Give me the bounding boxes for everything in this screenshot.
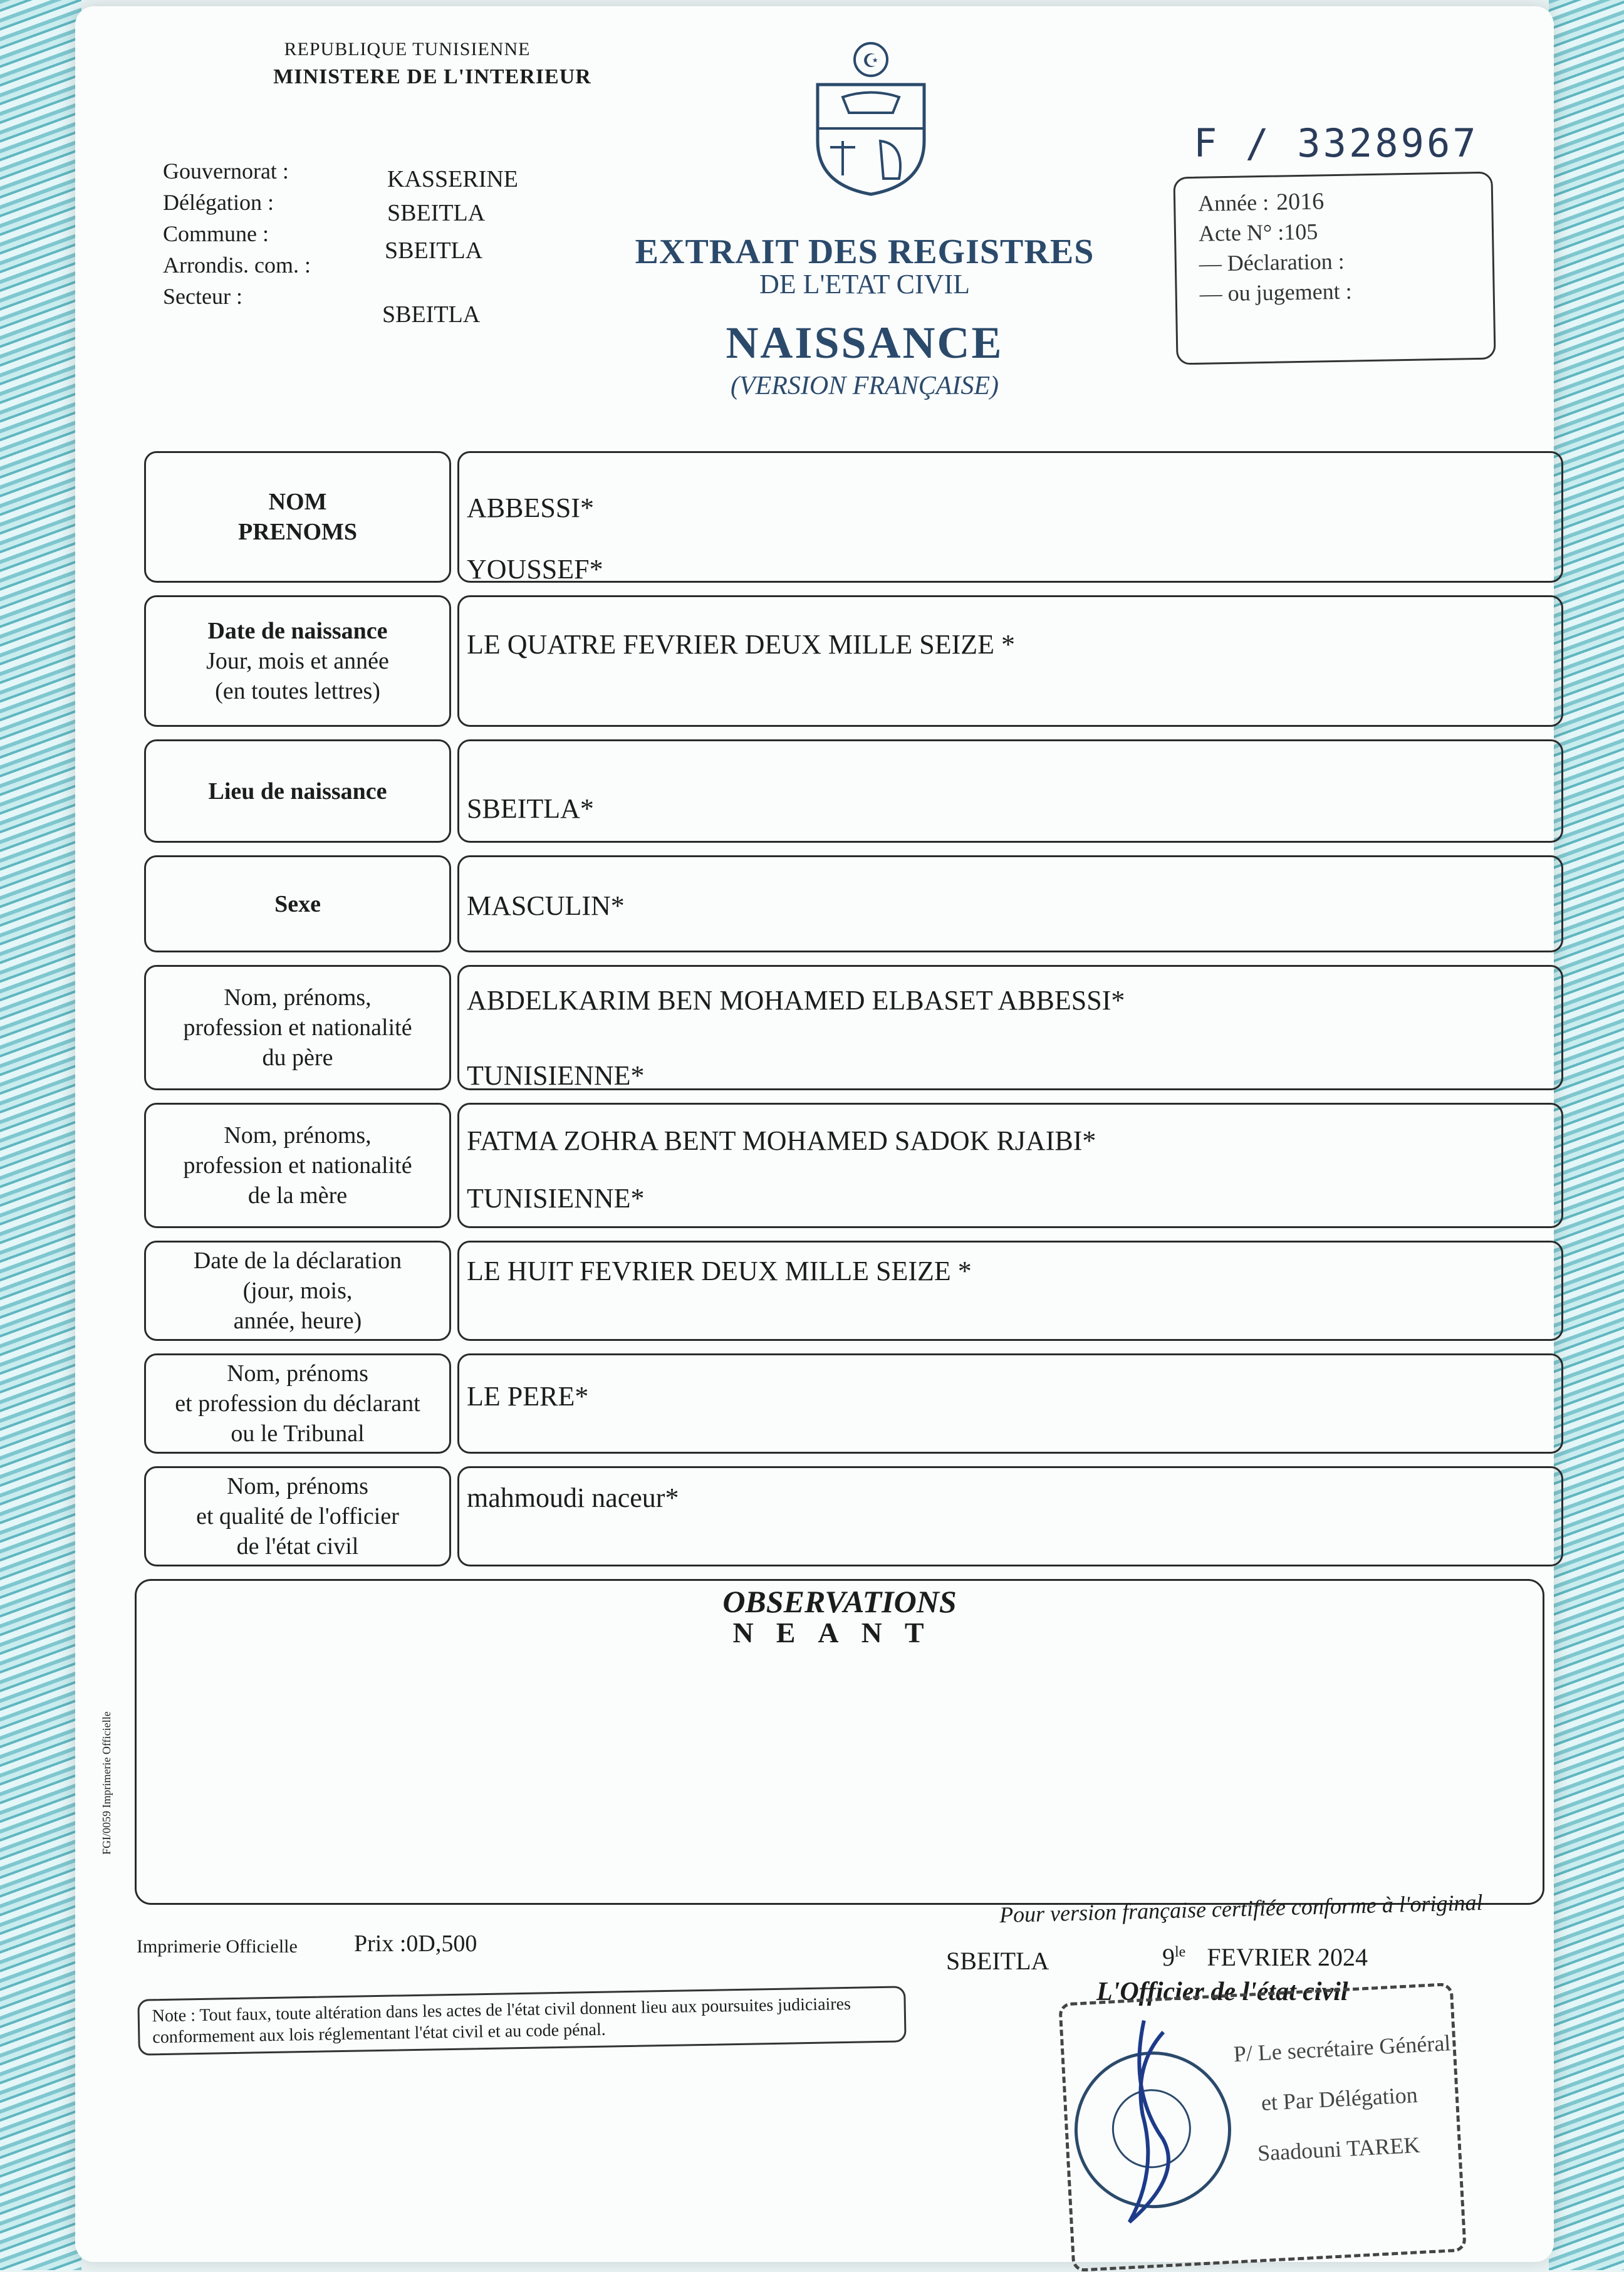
date-naissance-label-line3: (en toutes lettres) xyxy=(215,678,380,704)
prenom-value: YOUSSEF* xyxy=(467,554,603,585)
declarant-label-line3: ou le Tribunal xyxy=(231,1420,365,1447)
row-sexe xyxy=(144,855,1563,952)
pere-nationality-value: TUNISIENNE* xyxy=(467,1060,645,1091)
republic-label: REPUBLIQUE TUNISIENNE xyxy=(284,39,531,60)
date-naissance-label-line2: Jour, mois et année xyxy=(206,648,389,674)
delegation-value: SBEITLA xyxy=(387,200,486,226)
date-naissance-value: LE QUATRE FEVRIER DEUX MILLE SEIZE * xyxy=(467,629,1016,660)
stamp-line1: P/ Le secrétaire Général xyxy=(1232,2030,1452,2067)
document-subtitle: DE L'ETAT CIVIL xyxy=(759,269,970,300)
mere-value-box xyxy=(457,1103,1563,1228)
arrondissement-value: SBEITLA xyxy=(385,237,483,264)
stamp-line2: et Par Délégation xyxy=(1260,2082,1418,2116)
month-year-value: FEVRIER 2024 xyxy=(1207,1943,1368,1971)
mere-nationality-value: TUNISIENNE* xyxy=(467,1183,645,1214)
prenoms-label: PRENOMS xyxy=(238,519,357,545)
date-declaration-label-line1: Date de la déclaration xyxy=(193,1248,402,1274)
nom-prenoms-value-box xyxy=(457,451,1563,583)
admin-labels xyxy=(163,155,311,312)
officier-value: mahmoudi naceur* xyxy=(467,1483,679,1513)
declarant-value: LE PERE* xyxy=(467,1381,589,1412)
row-nom-prenoms xyxy=(144,451,1563,583)
date-naissance-label xyxy=(144,595,451,727)
date-label xyxy=(1162,1942,1368,1972)
mere-label-line3: de la mère xyxy=(247,1182,348,1209)
row-pere xyxy=(144,965,1563,1090)
officier-label-line3: de l'état civil xyxy=(236,1533,359,1560)
date-declaration-value: LE HUIT FEVRIER DEUX MILLE SEIZE * xyxy=(467,1256,972,1286)
nom-value: ABBESSI* xyxy=(467,492,594,523)
place-label: SBEITLA xyxy=(946,1947,1049,1975)
version-label: (VERSION FRANÇAISE) xyxy=(730,372,999,400)
date-naissance-value-box xyxy=(457,595,1563,727)
officier-label-line2: et qualité de l'officier xyxy=(196,1503,399,1529)
officer-title: L'Officier de l'état civil xyxy=(1096,1978,1348,2006)
printer-code: FGI/0059 Imprimerie Officielle xyxy=(100,1711,113,1855)
date-declaration-label xyxy=(144,1241,451,1341)
row-date-declaration xyxy=(144,1241,1563,1341)
declarant-label-line2: et profession du déclarant xyxy=(175,1390,420,1417)
pere-label-line2: profession et nationalité xyxy=(183,1014,412,1041)
acte-box xyxy=(1173,172,1496,365)
pere-value-box xyxy=(457,965,1563,1090)
security-border-left xyxy=(0,0,81,2270)
svg-text:☪: ☪ xyxy=(862,51,880,71)
mere-name-value: FATMA ZOHRA BENT MOHAMED SADOK RJAIBI* xyxy=(467,1125,1096,1156)
observations-box xyxy=(135,1579,1544,1905)
sexe-value: MASCULIN* xyxy=(467,890,625,921)
nom-prenoms-label xyxy=(144,451,451,583)
mere-label xyxy=(144,1103,451,1228)
gouvernorat-label: Gouvernorat : xyxy=(163,159,289,184)
declarant-value-box xyxy=(457,1353,1563,1454)
annee-value: 2016 xyxy=(1276,188,1325,216)
row-officier xyxy=(144,1466,1563,1566)
declaration-label: — Déclaration : xyxy=(1199,248,1345,276)
acte-label: Acte N° : xyxy=(1198,219,1284,246)
row-declarant xyxy=(144,1353,1563,1454)
gouvernorat-value: KASSERINE xyxy=(387,166,519,192)
note-label: Note : xyxy=(152,2006,196,2026)
sexe-value-box xyxy=(457,855,1563,952)
officier-label xyxy=(144,1466,451,1566)
date-declaration-label-line3: année, heure) xyxy=(233,1308,362,1334)
officier-label-line1: Nom, prénoms xyxy=(227,1473,368,1499)
secteur-value: SBEITLA xyxy=(382,301,481,328)
date-naissance-label-title: Date de naissance xyxy=(207,618,388,644)
row-lieu-naissance xyxy=(144,739,1563,843)
secteur-label: Secteur : xyxy=(163,284,242,309)
note-text: Tout faux, toute altération dans les actes de l'état civil donnent lieu aux poursuites judiciaires conformement aux lois réglementant l'état civil et au code pénal. xyxy=(152,1994,851,2048)
signature-icon xyxy=(1100,2012,1199,2242)
lieu-naissance-label-text: Lieu de naissance xyxy=(208,778,387,805)
day-value: 9 xyxy=(1162,1943,1175,1971)
delegation-label: Délégation : xyxy=(163,190,274,215)
pere-label-line1: Nom, prénoms, xyxy=(224,984,372,1011)
sexe-label xyxy=(144,855,451,952)
officier-value-box xyxy=(457,1466,1563,1566)
nom-label: NOM xyxy=(268,489,327,515)
observations-text: NEANT xyxy=(732,1617,947,1649)
serial-number: F / 3328967 xyxy=(1194,120,1479,166)
date-declaration-label-line2: (jour, mois, xyxy=(242,1278,353,1304)
certification-text: Pour version française certifiée conforme à l'original xyxy=(999,1889,1483,1928)
coat-of-arms-icon xyxy=(805,34,937,197)
arrondissement-label: Arrondis. com. : xyxy=(163,253,311,278)
row-mere xyxy=(144,1103,1563,1228)
sexe-label-text: Sexe xyxy=(274,890,321,917)
date-declaration-value-box xyxy=(457,1241,1563,1341)
price-label: Prix :0D,500 xyxy=(354,1931,477,1957)
lieu-naissance-label xyxy=(144,739,451,843)
row-date-naissance xyxy=(144,595,1563,727)
naissance-title: NAISSANCE xyxy=(726,318,1004,368)
declarant-label-line1: Nom, prénoms xyxy=(227,1360,368,1387)
mere-label-line1: Nom, prénoms, xyxy=(224,1122,372,1149)
stamp-line3: Saadouni TAREK xyxy=(1257,2132,1421,2166)
acte-number: 105 xyxy=(1283,219,1318,245)
jugement-label: — ou jugement : xyxy=(1199,278,1352,306)
declarant-label xyxy=(144,1353,451,1454)
imprimerie-label: Imprimerie Officielle xyxy=(137,1936,298,1957)
commune-label: Commune : xyxy=(163,221,269,246)
lieu-naissance-value-box xyxy=(457,739,1563,843)
pere-name-value: ABDELKARIM BEN MOHAMED ELBASET ABBESSI* xyxy=(467,985,1125,1016)
pere-label xyxy=(144,965,451,1090)
lieu-naissance-value: SBEITLA* xyxy=(467,793,594,824)
official-stamp xyxy=(1058,1983,1467,2272)
pere-label-line3: du père xyxy=(262,1045,333,1071)
annee-label: Année : xyxy=(1197,189,1269,216)
observations-title: OBSERVATIONS xyxy=(722,1584,957,1619)
mere-label-line2: profession et nationalité xyxy=(183,1152,412,1179)
document-title: EXTRAIT DES REGISTRES xyxy=(635,232,1095,271)
day-suffix: le xyxy=(1175,1944,1186,1961)
ministry-label: MINISTERE DE L'INTERIEUR xyxy=(273,65,591,88)
